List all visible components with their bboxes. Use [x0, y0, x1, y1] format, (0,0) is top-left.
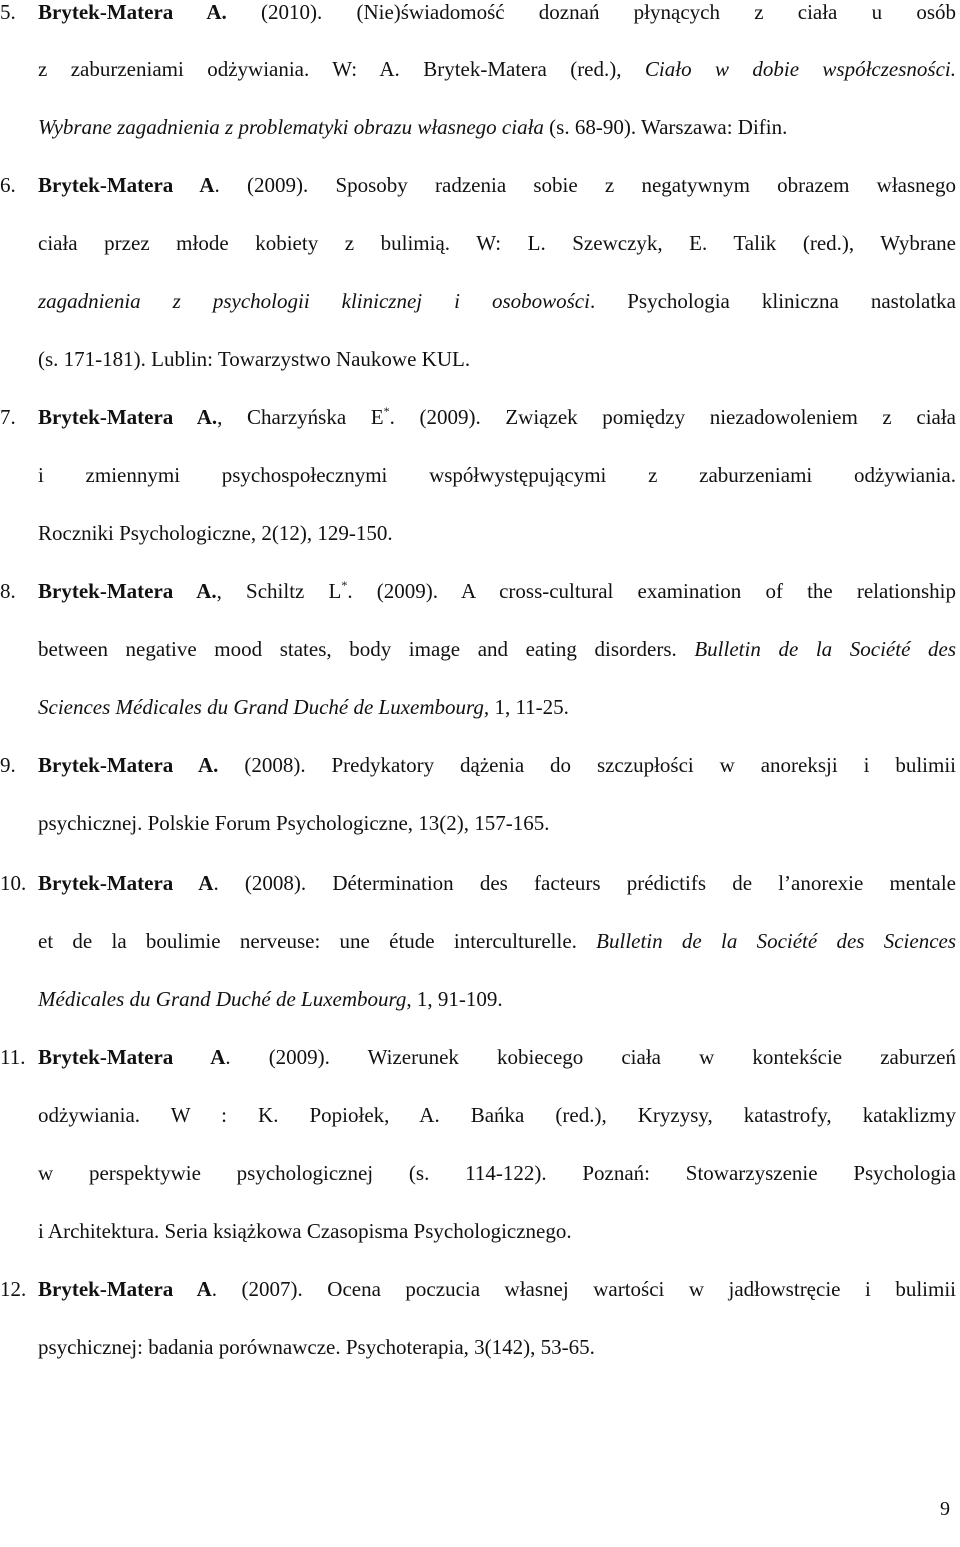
reference-number: 12.: [0, 1277, 27, 1301]
page-number: 9: [940, 1498, 950, 1520]
author-name: Brytek-Matera A: [38, 871, 214, 895]
reference-text: i Architektura. Seria książkowa Czasopisma Psychologicznego.: [38, 1219, 572, 1243]
publication-title: Médicales du Grand Duché de Luxembourg: [38, 987, 407, 1011]
publication-title: Bulletin de la Société des: [694, 637, 956, 661]
reference-text: . (2008). Détermination des facteurs prédictifs de l’anorexie mentale: [213, 871, 957, 895]
author-name: Brytek-Matera A.: [38, 753, 219, 777]
reference-line: [38, 806, 956, 840]
reference-text: between negative mood states, body image and eating disorders.: [38, 637, 695, 661]
reference-text: w perspektywie psychologicznej (s. 114-122). Poznań: Stowarzyszenie Psychologia: [38, 1161, 956, 1185]
reference-line: [38, 1214, 956, 1248]
reference-text: , 1, 91-109.: [406, 987, 503, 1011]
author-name: Brytek-Matera A.: [38, 0, 227, 24]
reference-text: . (2009). Wizerunek kobiecego ciała w kontekście zaburzeń: [225, 1045, 956, 1069]
reference-text: . Psychologia kliniczna nastolatka: [589, 289, 956, 313]
author-name: Brytek-Matera A: [38, 173, 215, 197]
author-name: Brytek-Matera A.: [38, 405, 218, 429]
reference-number: 5.: [0, 0, 16, 24]
reference-line: [38, 400, 956, 434]
reference-text: Roczniki Psychologiczne, 2(12), 129-150.: [38, 521, 393, 545]
reference-line: [38, 110, 956, 144]
reference-line: [38, 284, 956, 318]
reference-number: 8.: [0, 579, 16, 603]
reference-line: [38, 1272, 956, 1306]
publication-title: zagadnienia z psychologii klinicznej i osobowości: [38, 289, 590, 313]
reference-number: 11.: [0, 1045, 26, 1069]
reference-text: , Charzyńska E: [217, 405, 384, 429]
reference-line: [38, 0, 956, 29]
author-name: Brytek-Matera A: [38, 1277, 212, 1301]
reference-number: 7.: [0, 405, 16, 429]
reference-text: ciała przez młode kobiety z bulimią. W: L. Szewczyk, E. Talik (red.), Wybrane: [38, 231, 956, 255]
reference-line: [38, 1156, 956, 1190]
reference-line: [38, 982, 956, 1016]
reference-line: [38, 342, 956, 376]
footnote-marker: *: [341, 578, 348, 592]
reference-line: [38, 1098, 956, 1132]
reference-line: [38, 574, 956, 608]
reference-text: (s. 171-181). Lublin: Towarzystwo Naukowe KUL.: [38, 347, 471, 371]
reference-line: [38, 1330, 956, 1364]
reference-line: [38, 632, 956, 666]
reference-text: 1, 11-25.: [489, 695, 569, 719]
reference-text: . (2009). Sposoby radzenia sobie z negatywnym obrazem własnego: [214, 173, 956, 197]
reference-text: z zaburzeniami odżywiania. W: A. Brytek-Matera (red.),: [38, 57, 645, 81]
reference-line: [38, 690, 956, 724]
publication-title: Sciences Médicales du Grand Duché de Luxembourg,: [38, 695, 490, 719]
author-name: Brytek-Matera A.: [38, 579, 217, 603]
footnote-marker: *: [383, 404, 390, 418]
reference-line: [38, 1040, 956, 1074]
reference-line: [38, 516, 956, 550]
reference-text: odżywiania. W : K. Popiołek, A. Bańka (red.), Kryzysy, katastrofy, kataklizmy: [38, 1103, 956, 1127]
reference-line: [38, 866, 956, 900]
reference-text: psychicznej: badania porównawcze. Psychoterapia, 3(142), 53-65.: [38, 1335, 595, 1359]
reference-text: . (2009). Związek pomiędzy niezadowoleniem z ciała: [389, 405, 957, 429]
reference-line: [38, 52, 956, 86]
publication-title: Bulletin de la Société des Sciences: [596, 929, 957, 953]
publication-title: Ciało w dobie współczesności.: [644, 57, 956, 81]
reference-line: [38, 226, 956, 260]
reference-text: et de la boulimie nerveuse: une étude interculturelle.: [38, 929, 597, 953]
reference-number: 6.: [0, 173, 16, 197]
reference-line: [38, 168, 956, 202]
reference-number: 10.: [0, 871, 27, 895]
reference-text: i zmiennymi psychospołecznymi współwystępującymi z zaburzeniami odżywiania.: [38, 463, 956, 487]
reference-text: , Schiltz L: [216, 579, 342, 603]
publication-title: Wybrane zagadnienia z problematyki obrazu własnego ciała: [38, 115, 544, 139]
reference-line: [38, 924, 956, 958]
reference-text: . (2009). A cross-cultural examination of the relationship: [347, 579, 957, 603]
reference-line: [38, 748, 956, 782]
reference-text: (2010). (Nie)świadomość doznań płynących z ciała u osób: [226, 0, 956, 24]
reference-text: . (2007). Ocena poczucia własnej wartości w jadłowstręcie i bulimii: [211, 1277, 956, 1301]
reference-line: [38, 458, 956, 492]
reference-number: 9.: [0, 753, 16, 777]
author-name: Brytek-Matera A: [38, 1045, 226, 1069]
reference-text: psychicznej. Polskie Forum Psychologiczne, 13(2), 157-165.: [38, 811, 550, 835]
reference-text: (2008). Predykatory dążenia do szczupłości w anoreksji i bulimii: [218, 753, 956, 777]
reference-text: (s. 68-90). Warszawa: Difin.: [543, 115, 788, 139]
